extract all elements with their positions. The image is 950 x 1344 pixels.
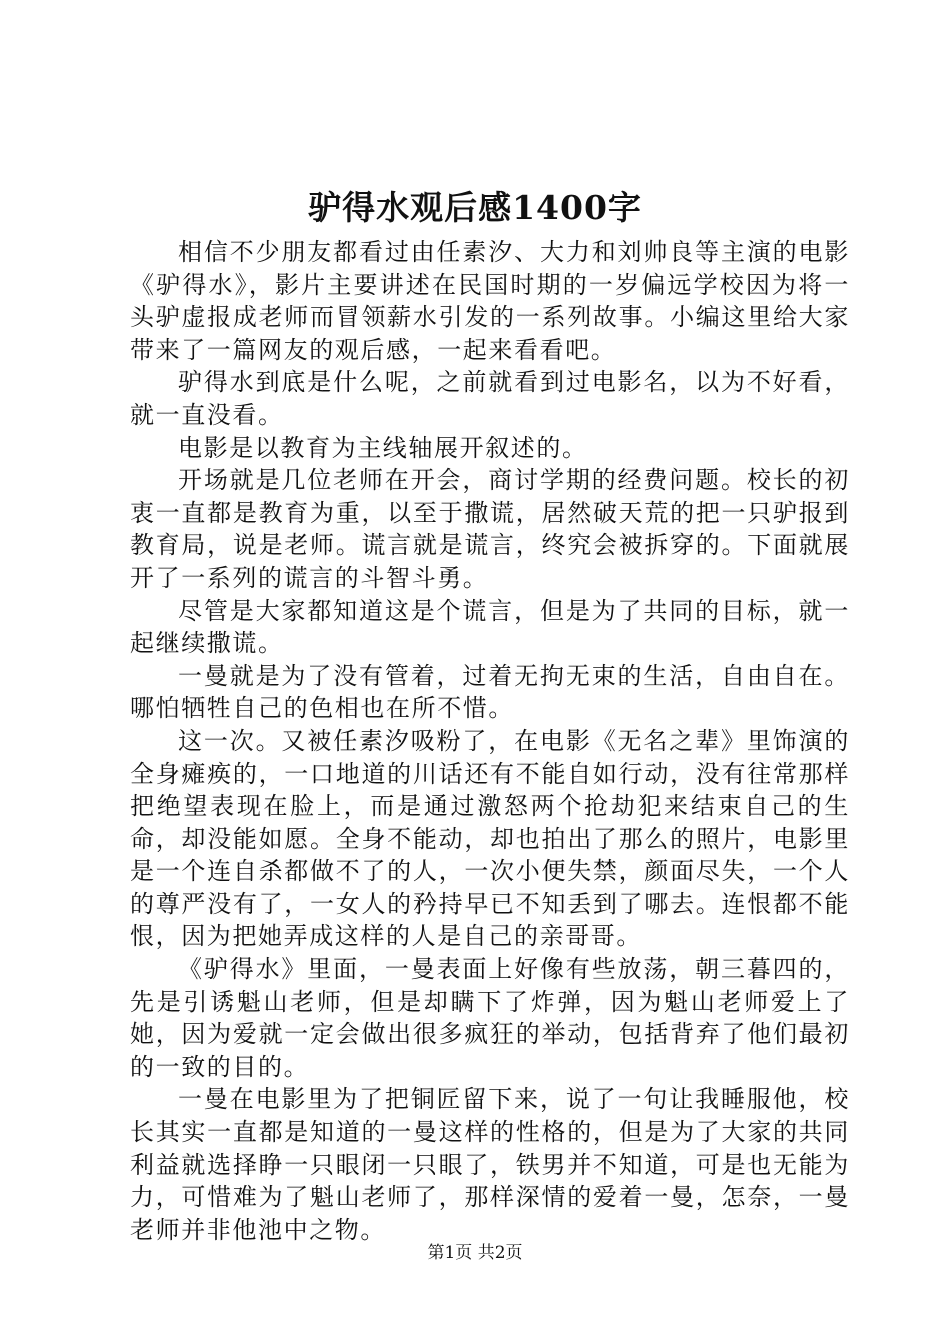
paragraph: 驴得水到底是什么呢，之前就看到过电影名，以为不好看，就一直没看。 xyxy=(130,368,850,429)
paragraph: 尽管是大家都知道这是个谎言，但是为了共同的目标，就一起继续撒谎。 xyxy=(130,596,850,658)
paragraph: 这一次。又被任素汐吸粉了，在电影《无名之辈》里饰演的全身瘫痪的，一口地道的川话还有不能自如行动，没有往常那样把绝望表现在脸上，而是通过激怒两个抢劫犯来结束自己的生命，却没能如愿。全身不能动，却也拍出了那么的照片，电影里是一个连自杀都做不了的人，一次小便失禁，颜面尽失，一个人的尊严没有了，一女人的矜持早已不知丢到了哪去。连恨都不能恨，因为把她弄成这样的人是自己的亲哥哥。 xyxy=(130,726,850,951)
document-title: 驴得水观后感1400字 xyxy=(308,188,642,227)
paragraph: 一曼就是为了没有管着，过着无拘无束的生活，自由自在。哪怕牺牲自己的色相也在所不惜。 xyxy=(130,661,850,723)
paragraph: 开场就是几位老师在开会，商讨学期的经费问题。校长的初衷一直都是教育为重，以至于撒谎，居然破天荒的把一只驴报到教育局，说是老师。谎言就是谎言，终究会被拆穿的。下面就展开了一系列的谎言的斗智斗勇。 xyxy=(130,466,850,592)
paragraph: 电影是以教育为主线轴展开叙述的。 xyxy=(178,433,588,462)
page-footer: 第1页 共2页 xyxy=(427,1243,523,1263)
paragraph: 相信不少朋友都看过由任素汐、大力和刘帅良等主演的电影《驴得水》，影片主要讲述在民国时期的一岁偏远学校因为将一头驴虚报成老师而冒领薪水引发的一系列故事。小编这里给大家带来了一篇网友的观后感，一起来看看吧。 xyxy=(130,238,850,364)
document-body xyxy=(130,236,850,1246)
paragraph: 一曼在电影里为了把铜匠留下来，说了一句让我睡服他，校长其实一直都是知道的一曼这样的性格的，但是为了大家的共同利益就选择睁一只眼闭一只眼了，铁男并不知道，可是也无能为力，可惜难为了魁山老师了，那样深情的爱着一曼，怎奈，一曼老师并非他池中之物。 xyxy=(130,1085,850,1244)
paragraph: 《驴得水》里面，一曼表面上好像有些放荡，朝三暮四的，先是引诱魁山老师，但是却瞒下了炸弹，因为魁山老师爱上了她，因为爱就一定会做出很多疯狂的举动，包括背弃了他们最初的一致的目的。 xyxy=(130,955,850,1081)
